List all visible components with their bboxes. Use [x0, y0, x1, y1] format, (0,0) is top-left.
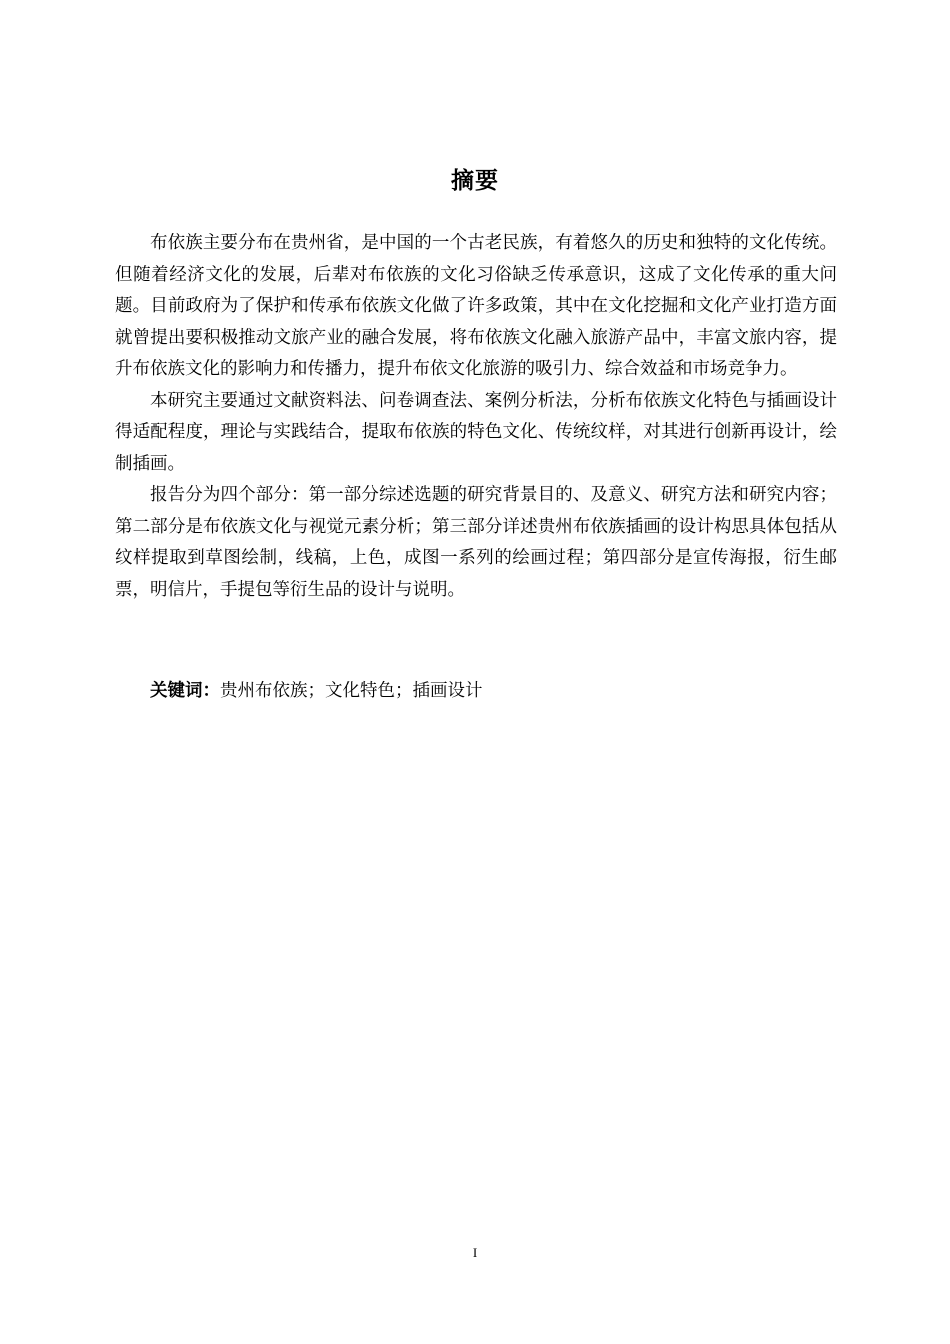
abstract-paragraph-1: 布依族主要分布在贵州省，是中国的一个古老民族，有着悠久的历史和独特的文化传统。但随着经济文化的发展，后辈对布依族的文化习俗缺乏传承意识，这成了文化传承的重大问题。目前政府为了保护和传承布依族文化做了许多政策，其中在文化挖掘和文化产业打造方面就曾提出要积极推动文旅产业的融合发展，将布依族文化融入旅游产品中，丰富文旅内容，提升布依族文化的影响力和传播力，提升布依文化旅游的吸引力、综合效益和市场竞争力。 — [115, 233, 837, 379]
abstract-paragraph-3: 报告分为四个部分：第一部分综述选题的研究背景目的、及意义、研究方法和研究内容；第二部分是布依族文化与视觉元素分析；第三部分详述贵州布依族插画的设计构思具体包括从纹样提取到草图绘制，线稿，上色，成图一系列的绘画过程；第四部分是宣传海报，衍生邮票，明信片，手提包等衍生品的设计与说明。 — [115, 485, 837, 600]
abstract-body — [115, 228, 837, 606]
keywords-value: 贵州布依族；文化特色；插画设计 — [220, 681, 483, 701]
page-number: I — [472, 1245, 478, 1260]
abstract-title: 摘要 — [451, 168, 499, 194]
abstract-paragraph-2: 本研究主要通过文献资料法、问卷调查法、案例分析法，分析布依族文化特色与插画设计得适配程度，理论与实践结合，提取布依族的特色文化、传统纹样，对其进行创新再设计，绘制插画。 — [115, 390, 837, 474]
keywords-line — [150, 676, 840, 707]
keywords-label: 关键词： — [150, 681, 220, 701]
